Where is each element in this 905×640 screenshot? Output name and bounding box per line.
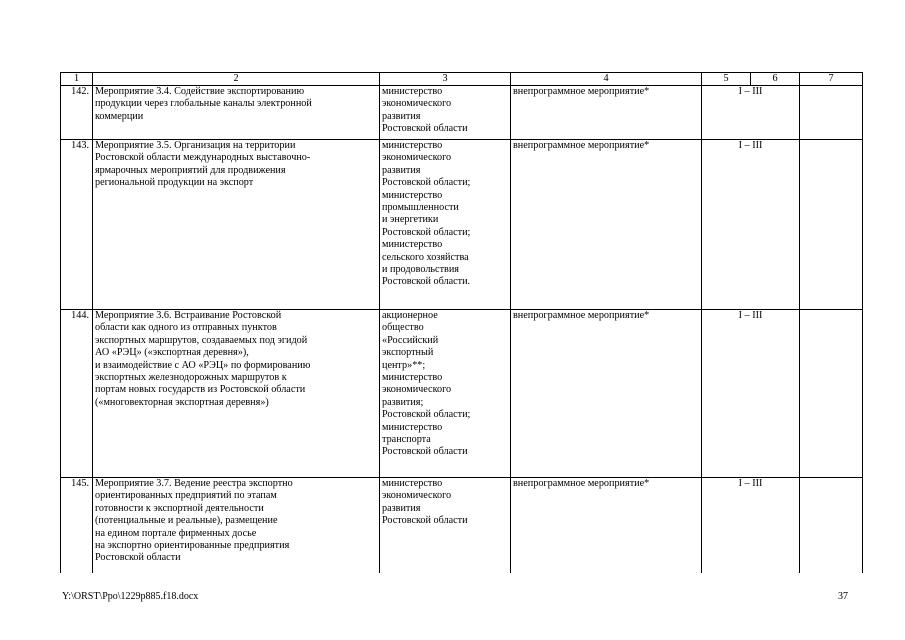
empty-cell <box>800 86 863 140</box>
period-cell: I – III <box>702 86 800 140</box>
row-number: 143. <box>61 140 93 310</box>
column-header: 1 <box>61 73 93 86</box>
footer-file-path: Y:\ORST\Ppo\1229p885.f18.docx <box>62 591 199 602</box>
column-header: 7 <box>800 73 863 86</box>
column-header: 5 <box>702 73 751 86</box>
column-header: 6 <box>751 73 800 86</box>
funding-source-cell: внепрограммное мероприятие* <box>511 478 702 574</box>
table-header-row <box>61 73 863 86</box>
funding-source-cell: внепрограммное мероприятие* <box>511 310 702 478</box>
funding-source-cell: внепрограммное мероприятие* <box>511 86 702 140</box>
executor-cell: акционерное общество «Российский экспортный центр»**; министерство экономического развития; Ростовской области; министерство транспорта Ростовской области <box>380 310 511 478</box>
page-number: 37 <box>838 591 848 602</box>
column-header: 4 <box>511 73 702 86</box>
executor-cell: министерство экономического развития Ростовской области; министерство промышленности и энергетики Ростовской области; министерство сельского хозяйства и продовольствия Ростовской области. <box>380 140 511 310</box>
row-number: 142. <box>61 86 93 140</box>
period-cell: I – III <box>702 478 800 574</box>
executor-cell: министерство экономического развития Ростовской области <box>380 478 511 574</box>
table-row <box>61 140 863 310</box>
table-row <box>61 310 863 478</box>
row-number: 145. <box>61 478 93 574</box>
activities-table <box>60 72 863 573</box>
empty-cell <box>800 310 863 478</box>
activity-cell: Мероприятие 3.6. Встраивание Ростовской области как одного из отправных пунктов экспортных маршрутов, создаваемых под эгидой АО «РЭЦ» («экспортная деревня»), и взаимодействие с АО «РЭЦ» по формированию экспортных железнодорожных маршрутов к портам новых государств из Ростовской области («многовекторная экспортная деревня») <box>93 310 380 478</box>
table-row <box>61 86 863 140</box>
funding-source-cell: внепрограммное мероприятие* <box>511 140 702 310</box>
activity-cell: Мероприятие 3.7. Ведение реестра экспортно ориентированных предприятий по этапам готовности к экспортной деятельности (потенциальные и реальные), размещение на едином портале фирменных досье на экспортно ориентированные предприятия Ростовской области <box>93 478 380 574</box>
executor-cell: министерство экономического развития Ростовской области <box>380 86 511 140</box>
column-header: 3 <box>380 73 511 86</box>
activity-cell: Мероприятие 3.4. Содействие экспортированию продукции через глобальные каналы электронной коммерции <box>93 86 380 140</box>
column-header: 2 <box>93 73 380 86</box>
table-row <box>61 478 863 574</box>
period-cell: I – III <box>702 140 800 310</box>
period-cell: I – III <box>702 310 800 478</box>
row-number: 144. <box>61 310 93 478</box>
activity-cell: Мероприятие 3.5. Организация на территории Ростовской области международных выставочно- ярмарочных мероприятий для продвижения региональной продукции на экспорт <box>93 140 380 310</box>
empty-cell <box>800 140 863 310</box>
empty-cell <box>800 478 863 574</box>
